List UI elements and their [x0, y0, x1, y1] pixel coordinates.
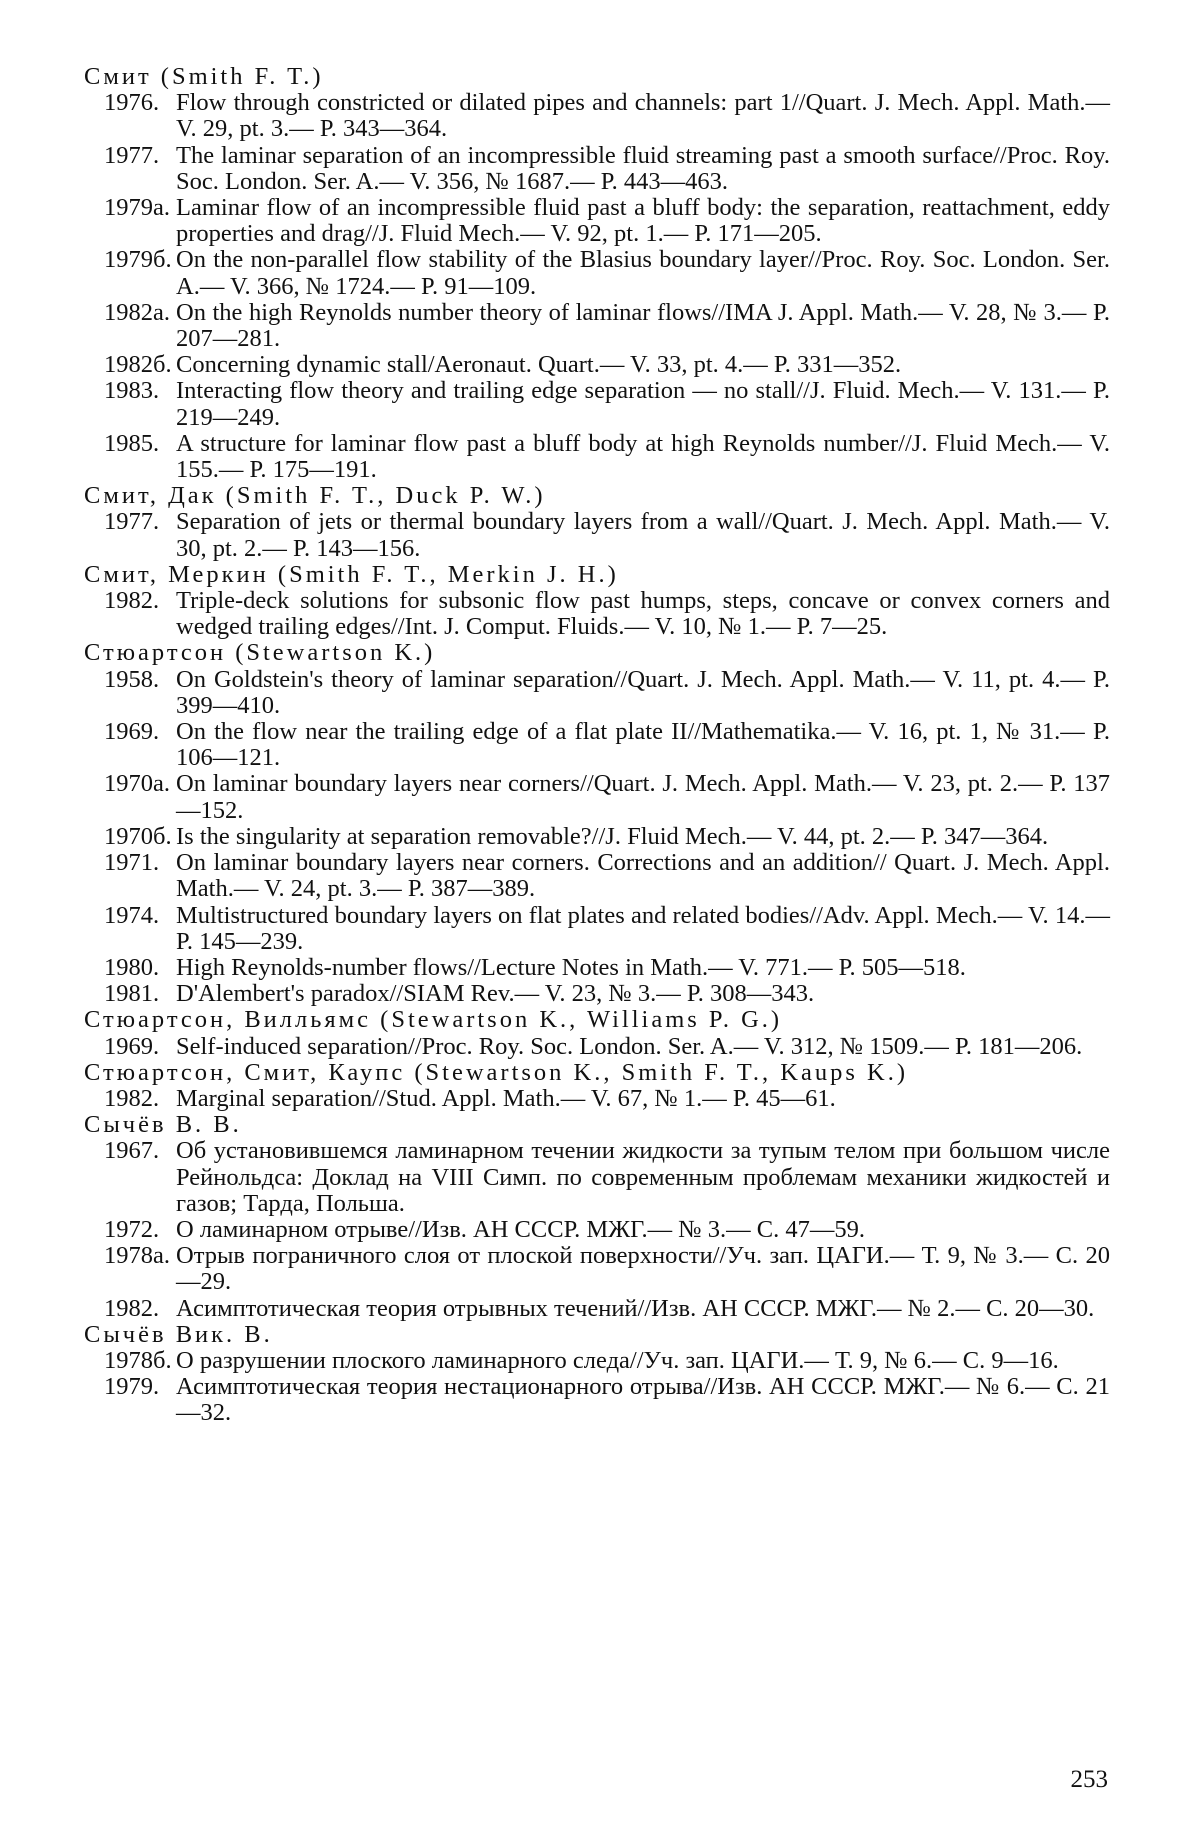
reference-entry: [84, 509, 1110, 561]
reference-text: Flow through constricted or dilated pipes and channels: part 1//Quart. J. Mech. Appl. Math.— V. 29, pt. 3.— P. 343—364.: [176, 89, 1110, 143]
author-group: [84, 562, 1110, 641]
reference-list: [84, 64, 1110, 1427]
reference-text: Triple-deck solutions for subsonic flow past humps, steps, concave or convex corners and wedged trailing edges//Int. J. Comput. Fluids.— V. 10, № 1.— P. 7—25.: [176, 587, 1110, 641]
reference-year: 1979.: [104, 1373, 160, 1401]
reference-entry: [84, 247, 1110, 299]
reference-entry: [84, 955, 1110, 981]
author-group: [84, 1112, 1110, 1322]
author-group: [84, 1060, 1110, 1112]
reference-year: 1985.: [104, 429, 160, 457]
reference-year: 1979a.: [104, 194, 170, 222]
reference-entry: [84, 378, 1110, 430]
reference-year: 1982a.: [104, 298, 170, 326]
reference-entry: [84, 1348, 1110, 1374]
author-heading: Смит (Smith F. T.): [84, 63, 324, 90]
author-heading: Стюартсон, Вилльямс (Stewartson K., Williams P. G.): [84, 1006, 783, 1034]
reference-text: Is the singularity at separation removable?//J. Fluid Mech.— V. 44, pt. 2.— P. 347—364.: [176, 822, 1049, 850]
reference-entry: [84, 850, 1110, 902]
reference-year: 1978б.: [104, 1346, 172, 1374]
reference-year: 1958.: [104, 665, 160, 693]
reference-text: Multistructured boundary layers on flat plates and related bodies//Adv. Appl. Mech.— V. 14.— P. 145—239.: [176, 901, 1110, 955]
reference-year: 1976.: [104, 89, 160, 117]
reference-year: 1970a.: [104, 770, 170, 798]
reference-text: Асимптотическая теория отрывных течений//Изв. АН СССР. МЖГ.— № 2.— С. 20—30.: [176, 1294, 1095, 1322]
reference-entry: [84, 1296, 1110, 1322]
reference-year: 1972.: [104, 1215, 160, 1243]
reference-text: On the non-parallel flow stability of the Blasius boundary layer//Proc. Roy. Soc. London. Ser. A.— V. 366, № 1724.— P. 91—109.: [176, 246, 1110, 300]
reference-text: Об установившемся ламинарном течении жидкости за тупым телом при большом числе Рейнольдса: Доклад на VIII Симп. по современным проблемам механики жидкостей и газов; Тарда, Польша.: [176, 1137, 1110, 1217]
author-heading: Смит, Дак (Smith F. T., Duck P. W.): [84, 482, 546, 510]
page-number: 253: [1070, 1766, 1108, 1793]
author-heading: Сычёв В. В.: [84, 1111, 242, 1139]
reference-text: On Goldstein's theory of laminar separation//Quart. J. Mech. Appl. Math.— V. 11, pt. 4.— P. 399—410.: [176, 665, 1110, 719]
reference-text: Laminar flow of an incompressible fluid past a bluff body: the separation, reattachment, eddy properties and drag//J. Fluid Mech.— V. 92, pt. 1.— P. 171—205.: [176, 194, 1110, 248]
reference-text: A structure for laminar flow past a bluff body at high Reynolds number//J. Fluid Mech.— V. 155.— P. 175—191.: [176, 429, 1110, 484]
reference-year: 1981.: [104, 980, 160, 1008]
reference-entry: [84, 771, 1110, 823]
reference-entry: [84, 1243, 1110, 1295]
reference-entry: [84, 352, 1110, 378]
reference-year: 1978a.: [104, 1242, 170, 1270]
author-group: [84, 64, 1110, 483]
reference-year: 1974.: [104, 901, 160, 929]
author-heading: Стюартсон (Stewartson K.): [84, 639, 436, 667]
reference-entry: [84, 300, 1110, 352]
reference-text: Отрыв пограничного слоя от плоской поверхности//Уч. зап. ЦАГИ.— Т. 9, № 3.— С. 20—29.: [176, 1242, 1110, 1296]
author-group: [84, 640, 1110, 1007]
reference-text: О разрушении плоского ламинарного следа//Уч. зап. ЦАГИ.— Т. 9, № 6.— С. 9—16.: [176, 1346, 1059, 1374]
reference-text: Marginal separation//Stud. Appl. Math.— V. 67, № 1.— P. 45—61.: [176, 1084, 836, 1112]
author-heading: Смит, Меркин (Smith F. T., Merkin J. H.): [84, 560, 619, 588]
reference-year: 1979б.: [104, 246, 172, 274]
reference-entry: [84, 143, 1110, 195]
reference-entry: [84, 1034, 1110, 1060]
reference-year: 1982.: [104, 587, 160, 615]
reference-text: On the flow near the trailing edge of a flat plate II//Mathematika.— V. 16, pt. 1, № 31.— P. 106—121.: [176, 718, 1110, 772]
reference-entry: [84, 1138, 1110, 1217]
author-group: [84, 483, 1110, 562]
reference-text: On laminar boundary layers near corners//Quart. J. Mech. Appl. Math.— V. 23, pt. 2.— P. 137—152.: [176, 770, 1110, 824]
reference-text: High Reynolds-number flows//Lecture Notes in Math.— V. 771.— P. 505—518.: [176, 953, 966, 981]
reference-text: On laminar boundary layers near corners. Corrections and an addition// Quart. J. Mech. Appl. Math.— V. 24, pt. 3.— P. 387—389.: [176, 849, 1110, 903]
reference-text: Separation of jets or thermal boundary layers from a wall//Quart. J. Mech. Appl. Math.— V. 30, pt. 2.— P. 143—156.: [176, 508, 1110, 562]
reference-year: 1969.: [104, 718, 160, 746]
reference-entry: [84, 981, 1110, 1007]
reference-year: 1983.: [104, 377, 160, 405]
reference-year: 1980.: [104, 953, 160, 981]
reference-year: 1970б.: [104, 822, 172, 850]
reference-text: On the high Reynolds number theory of laminar flows//IMA J. Appl. Math.— V. 28, № 3.— P. 207—281.: [176, 298, 1110, 353]
reference-entry: [84, 1217, 1110, 1243]
reference-year: 1977.: [104, 141, 160, 169]
reference-year: 1982.: [104, 1084, 160, 1112]
reference-entry: [84, 90, 1110, 142]
reference-year: 1982.: [104, 1294, 160, 1322]
reference-entry: [84, 824, 1110, 850]
bibliography-page: [84, 64, 1110, 1427]
reference-entry: [84, 1086, 1110, 1112]
reference-text: Concerning dynamic stall/Aeronaut. Quart.— V. 33, pt. 4.— P. 331—352.: [176, 351, 902, 379]
reference-text: Self-induced separation//Proc. Roy. Soc. London. Ser. A.— V. 312, № 1509.— P. 181—206.: [176, 1032, 1083, 1060]
author-group: [84, 1007, 1110, 1059]
reference-year: 1971.: [104, 849, 160, 877]
reference-entry: [84, 719, 1110, 771]
reference-entry: [84, 903, 1110, 955]
reference-entry: [84, 1374, 1110, 1426]
author-group: [84, 1322, 1110, 1427]
reference-year: 1967.: [104, 1137, 160, 1165]
reference-text: О ламинарном отрыве//Изв. АН СССР. МЖГ.— № 3.— С. 47—59.: [176, 1215, 865, 1243]
reference-text: Асимптотическая теория нестационарного отрыва//Изв. АН СССР. МЖГ.— № 6.— С. 21—32.: [176, 1373, 1110, 1427]
reference-entry: [84, 431, 1110, 483]
reference-text: Interacting flow theory and trailing edge separation — no stall//J. Fluid. Mech.— V. 131.— P. 219—249.: [176, 377, 1110, 431]
reference-entry: [84, 667, 1110, 719]
reference-text: The laminar separation of an incompressible fluid streaming past a smooth surface//Proc. Roy. Soc. London. Ser. A.— V. 356, № 1687.— P. 443—463.: [176, 141, 1110, 195]
reference-year: 1977.: [104, 508, 160, 536]
reference-entry: [84, 588, 1110, 640]
reference-year: 1982б.: [104, 351, 172, 379]
author-heading: Сычёв Вик. В.: [84, 1320, 273, 1348]
reference-text: D'Alembert's paradox//SIAM Rev.— V. 23, № 3.— P. 308—343.: [176, 980, 815, 1008]
reference-entry: [84, 195, 1110, 247]
author-heading: Стюартсон, Смит, Каупс (Stewartson K., Smith F. T., Kaups K.): [84, 1058, 908, 1086]
reference-year: 1969.: [104, 1032, 160, 1060]
